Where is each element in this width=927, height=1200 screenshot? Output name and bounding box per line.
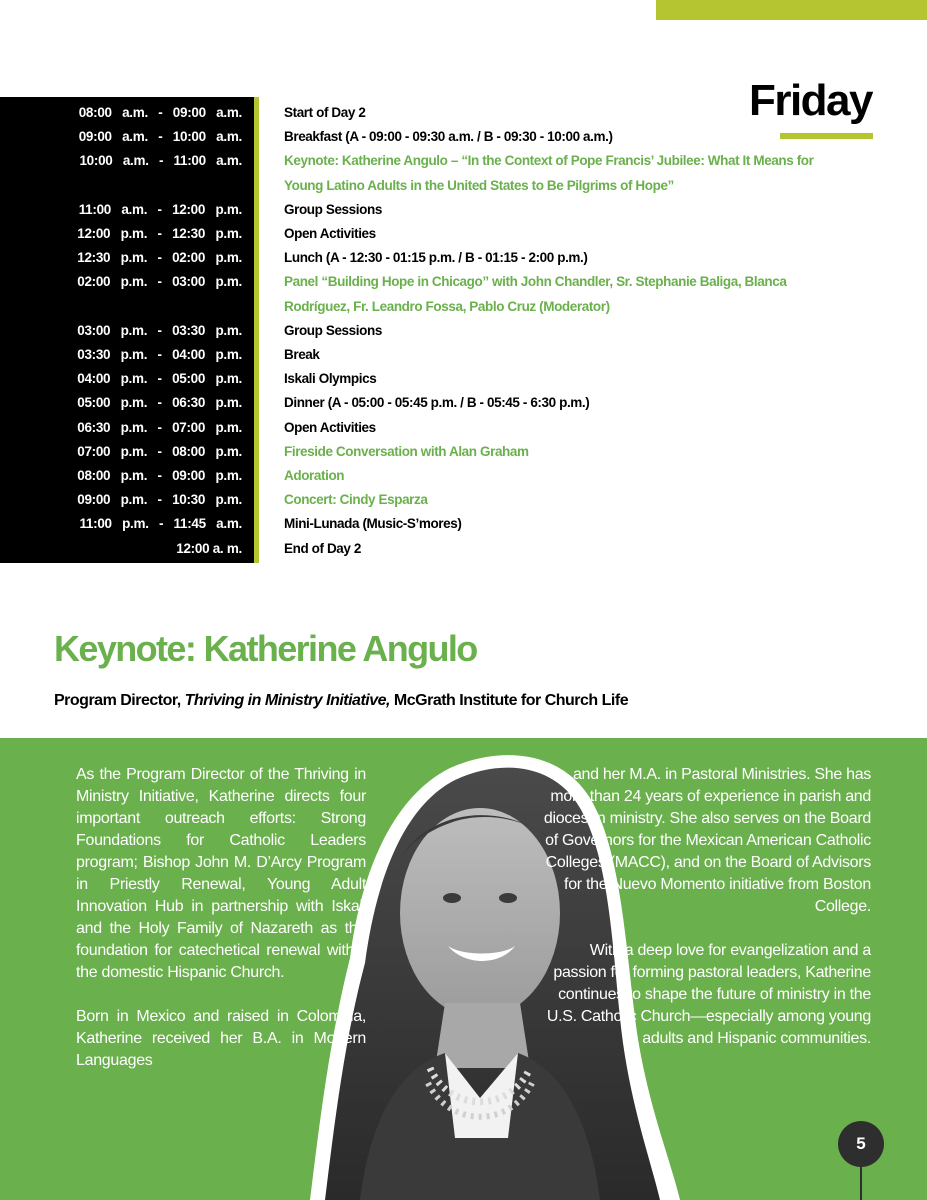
schedule-time: 07:00 p.m. - 08:00 p.m.	[77, 443, 242, 459]
schedule-event: Open Activities	[284, 419, 376, 435]
schedule-event: End of Day 2	[284, 540, 361, 556]
keynote-subtitle	[54, 690, 628, 712]
schedule-time: 11:00 a.m. - 12:00 p.m.	[78, 201, 242, 217]
schedule-time: 02:00 p.m. - 03:00 p.m.	[77, 274, 242, 290]
subtitle-initiative: Thriving in Ministry Initiative,	[184, 692, 390, 709]
schedule-time: 12:00 p.m. - 12:30 p.m.	[77, 226, 242, 241]
page-number-line	[860, 1167, 862, 1200]
schedule-time: 06:30 p.m. - 07:00 p.m.	[77, 419, 242, 435]
page-number-badge: 5	[838, 1121, 884, 1167]
bio-left-paragraph-1: As the Program Director of the Thriving in Ministry Initiative, Katherine directs four important outreach efforts: Strong Foundations for Catholic Leaders program; Bishop John M. D’Arcy Program in Priestly Renewal, Young Adult Innovation Hub in partnership with Iskali and the Holy Family of Nazareth as the foundation for catechetical renewal within the domestic Hispanic Church.	[76, 766, 366, 981]
schedule-event: Mini-Lunada (Music-S’mores)	[284, 516, 462, 532]
bio-left-paragraph-2: Born in Mexico and raised in Colombia, Katherine received her B.A. in Modern Languages	[76, 1008, 366, 1069]
schedule-event: Dinner (A - 05:00 - 05:45 p.m. / B - 05:45 - 6:30 p.m.)	[284, 395, 590, 411]
schedule-accent-stripe	[254, 97, 259, 563]
schedule-time: 05:00 p.m. - 06:30 p.m.	[77, 395, 242, 411]
schedule-time: 11:00 p.m. - 11:45 a.m.	[79, 516, 242, 532]
day-title: Friday	[748, 76, 872, 125]
schedule-time: 12:00 a. m.	[176, 540, 242, 556]
keynote-heading: Keynote: Katherine Angulo	[54, 628, 477, 669]
schedule-event: Fireside Conversation with Alan Graham	[284, 443, 529, 459]
top-accent-bar	[656, 0, 927, 20]
schedule-event: Adoration	[284, 468, 345, 483]
schedule-event: Group Sessions	[284, 201, 382, 217]
schedule-event: Group Sessions	[284, 322, 382, 338]
schedule-time: 10:00 a.m. - 11:00 a.m.	[79, 153, 242, 169]
subtitle-institute: McGrath Institute for Church Life	[389, 692, 629, 709]
schedule-time: 08:00 p.m. - 09:00 p.m.	[77, 468, 242, 483]
bio-right-paragraph-1: and her M.A. in Pastoral Ministries. She has more than 24 years of experience in parish and diocesan ministry. She also serves on the Board of Governors for the Mexican American Catholic Colleges (MACC), and on the Board of Advisors for the Nuevo Momento initiative from Boston College.	[543, 766, 871, 915]
schedule-event: Lunch (A - 12:30 - 01:15 p.m. / B - 01:15 - 2:00 p.m.)	[284, 250, 588, 266]
schedule-event: Break	[284, 347, 320, 362]
schedule-event: Open Activities	[284, 226, 376, 241]
schedule-time: 08:00 a.m. - 09:00 a.m.	[78, 105, 242, 120]
schedule-time: 04:00 p.m. - 05:00 p.m.	[77, 371, 242, 387]
schedule-event: Concert: Cindy Esparza	[284, 492, 428, 508]
subtitle-role: Program Director,	[54, 692, 185, 709]
schedule-time: 09:00 p.m. - 10:30 p.m.	[77, 492, 242, 508]
bio-right-paragraph-2: With a deep love for evangelization and a passion for forming pastoral leaders, Katherine continues to shape the future of ministry in the U.S. Catholic Church—especially among young adults and Hispanic communities.	[546, 942, 871, 1047]
schedule-event: Start of Day 2	[284, 105, 366, 120]
bio-left-column	[76, 764, 366, 1094]
schedule-event-continued: Rodríguez, Fr. Leandro Fossa, Pablo Cruz (Moderator)	[284, 298, 610, 314]
schedule-time: 09:00 a.m. - 10:00 a.m.	[78, 129, 242, 145]
schedule-event: Keynote: Katherine Angulo – “In the Context of Pope Francis’ Jubilee: What It Means for	[284, 153, 814, 169]
bio-right-column	[540, 764, 871, 1072]
schedule-time: 12:30 p.m. - 02:00 p.m.	[77, 250, 242, 266]
schedule-event-continued: Young Latino Adults in the United States to Be Pilgrims of Hope”	[284, 177, 674, 193]
schedule-event: Breakfast (A - 09:00 - 09:30 a.m. / B - 09:30 - 10:00 a.m.)	[284, 129, 613, 145]
schedule-time: 03:30 p.m. - 04:00 p.m.	[77, 347, 242, 362]
schedule-event: Iskali Olympics	[284, 371, 377, 387]
schedule-event: Panel “Building Hope in Chicago” with John Chandler, Sr. Stephanie Baliga, Blanca	[284, 274, 787, 290]
schedule-time: 03:00 p.m. - 03:30 p.m.	[77, 322, 242, 338]
